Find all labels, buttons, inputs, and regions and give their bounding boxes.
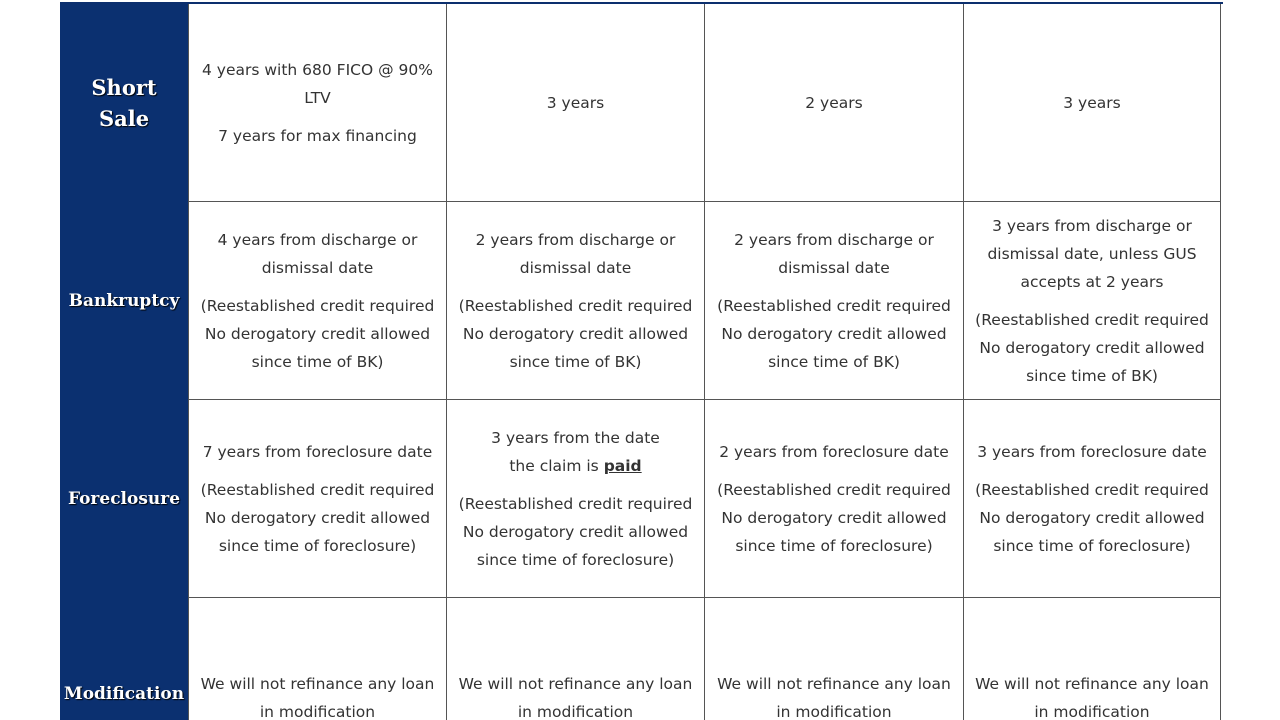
- cell-text: LTV: [304, 88, 331, 107]
- cell-text: (Reestablished credit required: [975, 310, 1209, 329]
- bankruptcy-cell-3: [704, 202, 963, 400]
- short-sale-cell-3: [704, 4, 963, 202]
- cell-text: since time of foreclosure): [993, 536, 1191, 555]
- cell-text: No derogatory credit allowed: [721, 324, 947, 343]
- cell-text: since time of foreclosure): [476, 550, 675, 569]
- foreclosure-cell-1: [188, 400, 446, 598]
- cell-text: 3 years from discharge or: [992, 216, 1192, 235]
- short-sale-header-line1: Short: [91, 74, 157, 100]
- guidelines-table: [60, 2, 1223, 720]
- short-sale-cell-1: [188, 4, 446, 202]
- row-header-bankruptcy: [60, 202, 188, 400]
- bankruptcy-cell-1: [188, 202, 446, 400]
- cell-text: No derogatory credit allowed: [462, 522, 689, 541]
- cell-text: the claim is: [509, 456, 604, 475]
- cell-text: 3 years: [546, 93, 605, 112]
- cell-text: in modification: [776, 703, 892, 720]
- bankruptcy-cell-4: [963, 202, 1221, 400]
- foreclosure-cell-2: [446, 400, 704, 598]
- cell-text: No derogatory credit allowed: [462, 324, 689, 343]
- cell-text: (Reestablished credit required: [200, 480, 435, 499]
- cell-text: 3 years from the date: [491, 428, 660, 447]
- cell-text: in modification: [517, 703, 634, 720]
- cell-text: dismissal date, unless GUS: [987, 244, 1197, 263]
- cell-text: No derogatory credit allowed: [721, 508, 947, 527]
- cell-text-with-emphasis: [509, 452, 641, 480]
- cell-text: 2 years from discharge or: [475, 230, 676, 249]
- short-sale-header-line2: Sale: [98, 105, 150, 131]
- cell-text: We will not refinance any loan: [458, 675, 693, 693]
- cell-text: since time of BK): [251, 352, 384, 371]
- cell-text: 2 years from foreclosure date: [719, 442, 949, 461]
- bankruptcy-header: Bankruptcy: [68, 290, 180, 311]
- cell-text: No derogatory credit allowed: [979, 338, 1205, 357]
- cell-text: accepts at 2 years: [1020, 272, 1164, 291]
- cell-text: 7 years for max financing: [218, 126, 417, 145]
- cell-text: We will not refinance any loan: [200, 675, 435, 693]
- cell-text: 7 years from foreclosure date: [202, 442, 433, 461]
- cell-text: in modification: [1034, 703, 1150, 720]
- cell-text: (Reestablished credit required: [458, 494, 693, 513]
- bankruptcy-cell-2: [446, 202, 704, 400]
- short-sale-cell-4: [963, 4, 1221, 202]
- cell-text: since time of BK): [509, 352, 642, 371]
- modification-cell-1: [188, 598, 446, 720]
- cell-text: No derogatory credit allowed: [979, 508, 1205, 527]
- cell-text: (Reestablished credit required: [717, 296, 951, 315]
- foreclosure-header: Foreclosure: [67, 488, 181, 509]
- cell-text: 3 years: [1063, 93, 1121, 112]
- cell-text: (Reestablished credit required: [458, 296, 693, 315]
- cell-text: 4 years from discharge or: [217, 230, 418, 249]
- cell-text: (Reestablished credit required: [975, 480, 1209, 499]
- cell-text: 3 years from foreclosure date: [977, 442, 1207, 461]
- cell-text: 2 years: [805, 93, 863, 112]
- short-sale-cell-2: [446, 4, 704, 202]
- emphasis-paid: paid: [603, 456, 642, 475]
- cell-text: dismissal date: [261, 258, 374, 277]
- cell-text: since time of foreclosure): [735, 536, 933, 555]
- cell-text: since time of BK): [1026, 366, 1158, 385]
- row-header-foreclosure: [60, 400, 188, 598]
- cell-text: (Reestablished credit required: [717, 480, 951, 499]
- modification-cell-2: [446, 598, 704, 720]
- cell-text: (Reestablished credit required: [200, 296, 435, 315]
- row-header-modification: [60, 598, 188, 720]
- cell-text: since time of BK): [768, 352, 900, 371]
- foreclosure-cell-4: [963, 400, 1221, 598]
- modification-header: Modification: [63, 684, 185, 704]
- modification-cell-3: [704, 598, 963, 720]
- cell-text: We will not refinance any loan: [717, 675, 951, 693]
- cell-text: 2 years from discharge or: [734, 230, 934, 249]
- cell-text: 4 years with 680 FICO @ 90%: [201, 60, 433, 79]
- modification-cell-4: [963, 598, 1221, 720]
- cell-text: since time of foreclosure): [218, 536, 417, 555]
- cell-text: No derogatory credit allowed: [204, 508, 431, 527]
- cell-text: We will not refinance any loan: [975, 675, 1209, 693]
- row-header-short-sale: [60, 4, 188, 202]
- cell-text: in modification: [259, 703, 376, 720]
- cell-text: dismissal date: [778, 258, 890, 277]
- foreclosure-cell-3: [704, 400, 963, 598]
- cell-text: No derogatory credit allowed: [204, 324, 431, 343]
- cell-text: dismissal date: [519, 258, 632, 277]
